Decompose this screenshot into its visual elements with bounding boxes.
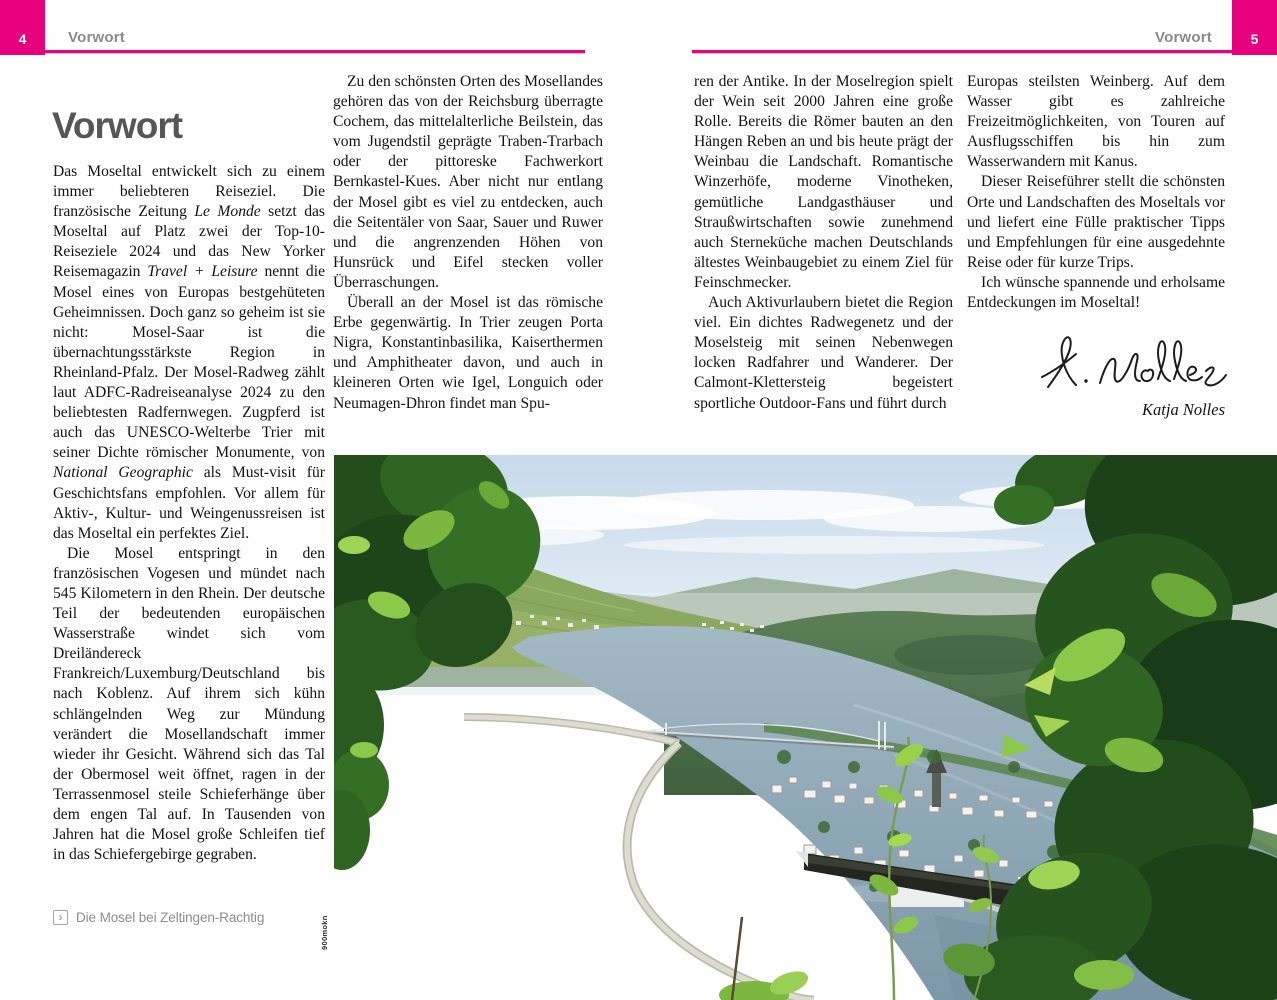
header-rule-left: [45, 50, 585, 53]
paragraph: Die Mosel entspringt in den französischen Vogesen und mündet nach 545 Kilometern in den Rhein. Der deutsche Teil der bedeutenden europäischen Wasserstraße windet sich vom Dreiländereck Frankreich/Luxemburg/Deutschland bis nach Koblenz. Auf ihrem sich kühn schlängelnden Weg zur Mündung verändert die Mosellandschaft immer wieder ihr Gesicht. Während sich das Tal der Obermosel weit öffnet, ragen in der Terrassenmosel steile Schieferhänge über dem engen Tal auf. In Tausenden von Jahren hat die Mosel große Schleifen tief in das Schiefergebirge gegraben.: [53, 544, 325, 864]
text-column-1: [53, 162, 325, 865]
running-header-left: Vorwort: [68, 29, 125, 46]
paragraph: Dieser Reiseführer stellt die schönsten Orte und Landschaften des Moseltals vor und liefert eine Fülle praktischer Tipps und Empfehlungen für eine ausgedehnte Reise oder für kurze Trips.: [967, 173, 1225, 271]
page-number-right: 5: [1232, 0, 1277, 55]
paragraph: ren der Antike. In der Moselregion spielt der Wein seit 2000 Jahren eine große Rolle. Bereits die Römer bauten an den Hängen Reben an und bis heute prägt der Weinbau die Landschaft. Romantische Winzerhöfe, moderne Vinotheken, gemütliche Landgasthäuser und Straußwirtschaften sowie zunehmend auch Sterneküche machen Deutschlands ältestes Weinbaugebiet zu einem Ziel für Feinschmecker.: [694, 73, 953, 291]
signature-handwriting: [1040, 330, 1230, 402]
text-column-3: [694, 72, 953, 414]
paragraph: Überall an der Mosel ist das römische Erbe gegenwärtig. In Trier zeugen Porta Nigra, Konstantinbasilika, Kaiserthermen und Amphitheater davon, und auch in kleineren Orten wie Igel, Longuich oder Neumagen-Dhron findet man Spu-: [333, 294, 603, 412]
header-rule-right: [692, 50, 1232, 53]
paragraph: Europas steilsten Weinberg. Auf dem Wasser gibt es zahlreiche Freizeitmöglichkeiten, von Touren auf Ausflugsschiffen bis hin zum Wasserwandern mit Kanus.: [967, 73, 1225, 171]
page-title: Vorwort: [52, 104, 183, 146]
caption-text: Die Mosel bei Zeltingen-Rachtig: [76, 910, 265, 925]
photo-mosel-valley: [334, 455, 1277, 1000]
paragraph: Zu den schönsten Orten des Mosellandes gehören das von der Reichsburg überragte Cochem, das mittelalterliche Beilstein, das vom Jugendstil geprägte Traben-Trarbach oder der pittoreske Fachwerkort Bernkastel-Kues. Aber nicht nur entlang der Mosel gibt es viel zu entdecken, auch die Seitentäler von Saar, Sauer und Ruwer und die angrenzenden Höhen von Hunsrück und Eifel stecken voller Überraschungen.: [333, 73, 603, 291]
author-name: Katja Nolles: [1142, 400, 1225, 419]
text-column-4: [967, 72, 1225, 313]
paragraph: Das Moseltal entwickelt sich zu einem immer beliebteren Reiseziel. Die französische Zeitung Le Monde setzt das Moseltal auf Platz zwei der Top-10-Reiseziele 2024 und das New Yorker Reisemagazin Travel + Leisure nennt die Mosel eines von Europas bestgehüteten Geheimnissen. Doch ganz so geheim ist sie nicht: Mosel-Saar ist die übernachtungsstärkste Region in Rheinland-Pfalz. Der Mosel-Radweg zählt laut ADFC-Radreiseanalyse 2024 zu den beliebtesten Radfernwegen. Zugpferd ist auch das UNESCO-Welterbe Trier mit seiner Dichte römischer Monumente, von National Geographic als Must-visit für Geschichtsfans empfohlen. Vor allem für Aktiv-, Kultur- und Weingenussreisen ist das Moseltal ein perfektes Ziel.: [53, 163, 325, 542]
page-number-left: 4: [0, 0, 45, 55]
paragraph: Auch Aktivurlaubern bietet die Region viel. Ein dichtes Radwegenetz und der Moselsteig mit seinen Nebenwegen locken Radfahrer und Wanderer. Der Calmont-Klettersteig begeistert sportliche Outdoor-Fans und führt durch: [694, 294, 953, 412]
paragraph: Ich wünsche spannende und erholsame Entdeckungen im Moseltal!: [967, 273, 1225, 312]
photo-credit: 900mokn: [320, 915, 329, 950]
running-header-right: Vorwort: [1155, 29, 1212, 46]
photo-caption: [53, 910, 264, 925]
caption-arrow-icon: ›: [53, 910, 68, 925]
text-column-2: [333, 72, 603, 414]
